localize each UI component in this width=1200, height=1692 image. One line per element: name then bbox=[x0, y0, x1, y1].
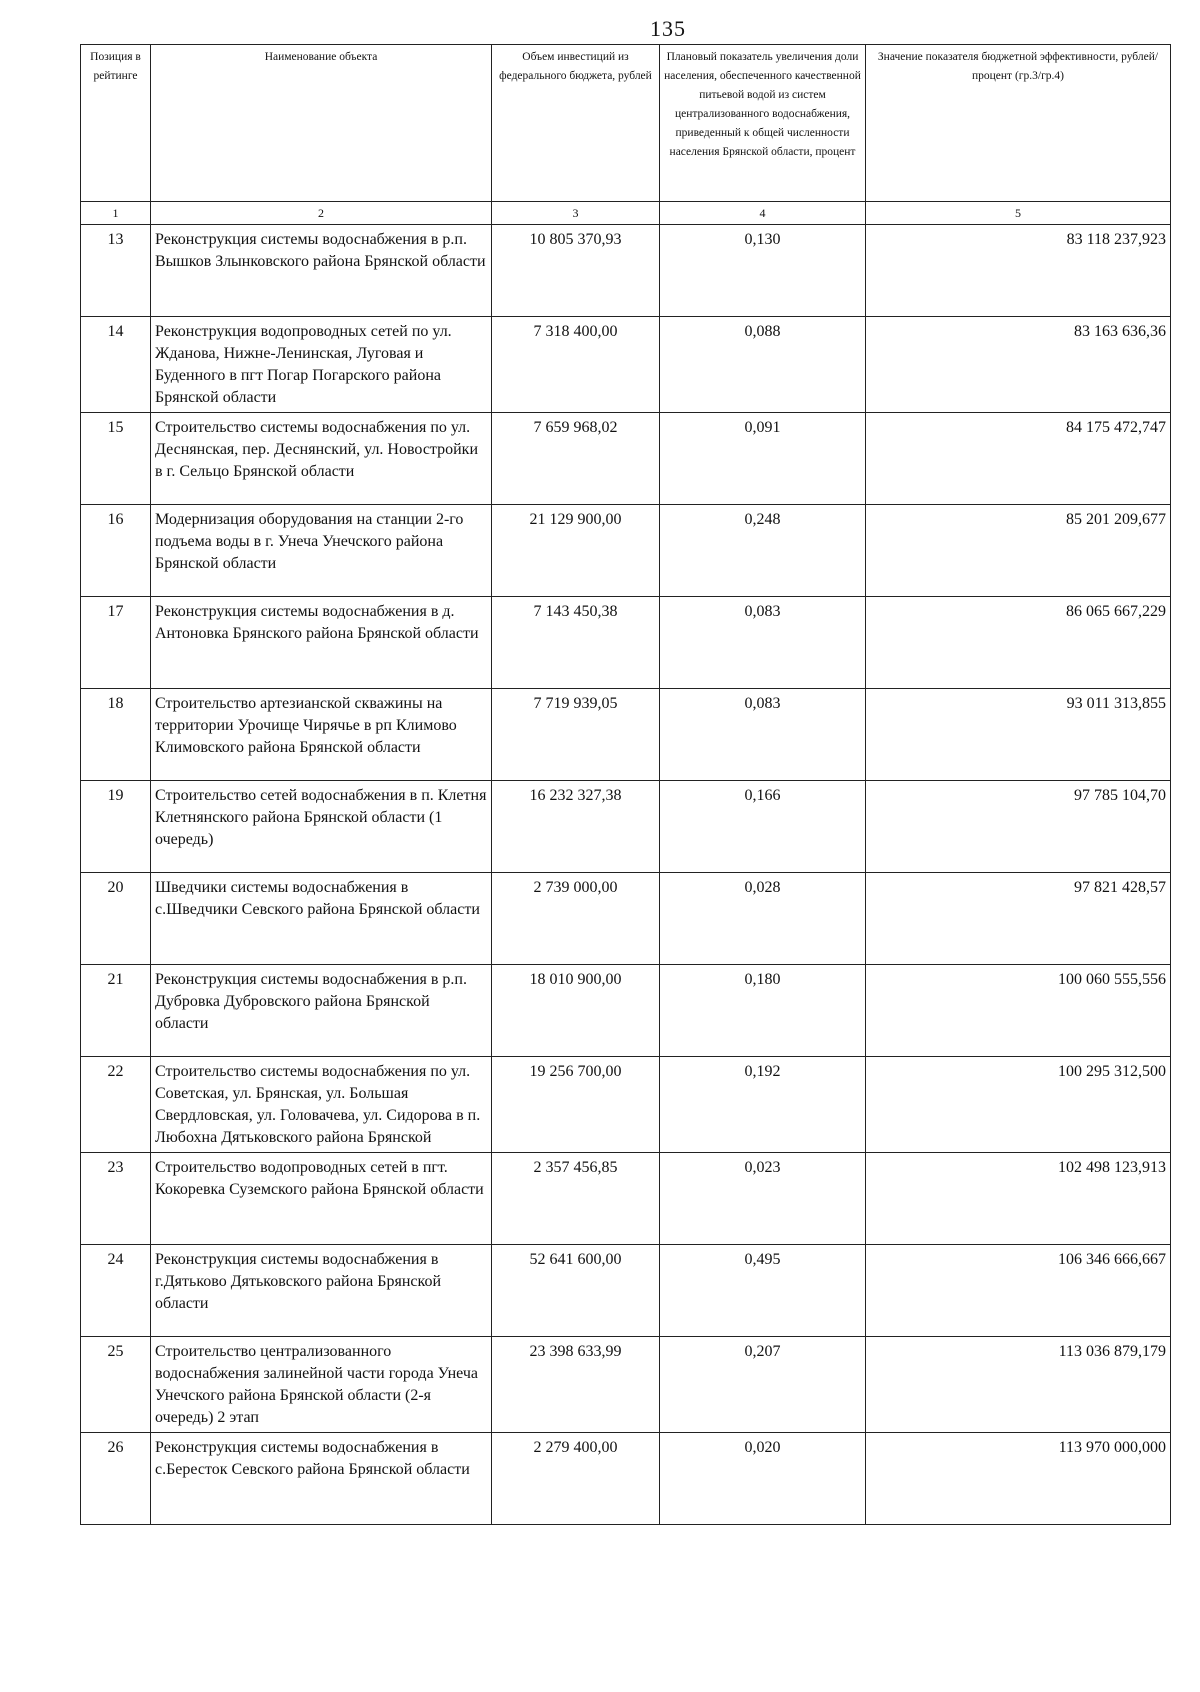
row-object-name: Реконструкция водопроводных сетей по ул. Жданова, Нижне-Ленинская, Луговая и Буденного в пгт Погар Погарского района Брянской области bbox=[151, 317, 492, 413]
row-investment: 19 256 700,00 bbox=[492, 1057, 660, 1153]
column-number: 1 bbox=[81, 202, 151, 225]
row-efficiency: 113 970 000,000 bbox=[866, 1433, 1171, 1525]
row-efficiency: 97 785 104,70 bbox=[866, 781, 1171, 873]
row-position: 23 bbox=[81, 1153, 151, 1245]
row-indicator: 0,083 bbox=[660, 597, 866, 689]
row-investment: 2 279 400,00 bbox=[492, 1433, 660, 1525]
column-number: 2 bbox=[151, 202, 492, 225]
row-indicator: 0,083 bbox=[660, 689, 866, 781]
row-position: 20 bbox=[81, 873, 151, 965]
row-object-name: Шведчики системы водоснабжения в с.Шведчики Севского района Брянской области bbox=[151, 873, 492, 965]
row-efficiency: 113 036 879,179 bbox=[866, 1337, 1171, 1433]
row-object-name: Реконструкция системы водоснабжения в р.п. Вышков Злынковского района Брянской области bbox=[151, 225, 492, 317]
row-object-name: Строительство системы водоснабжения по ул. Советская, ул. Брянская, ул. Большая Свердловская, ул. Головачева, ул. Сидорова в п. Любохна Дятьковского района Брянской bbox=[151, 1057, 492, 1153]
row-investment: 2 357 456,85 bbox=[492, 1153, 660, 1245]
table-row bbox=[81, 1433, 1171, 1525]
row-investment: 16 232 327,38 bbox=[492, 781, 660, 873]
row-efficiency: 83 118 237,923 bbox=[866, 225, 1171, 317]
row-position: 14 bbox=[81, 317, 151, 413]
row-object-name: Строительство сетей водоснабжения в п. Клетня Клетнянского района Брянской области (1 очередь) bbox=[151, 781, 492, 873]
row-efficiency: 83 163 636,36 bbox=[866, 317, 1171, 413]
row-indicator: 0,023 bbox=[660, 1153, 866, 1245]
row-indicator: 0,088 bbox=[660, 317, 866, 413]
row-efficiency: 86 065 667,229 bbox=[866, 597, 1171, 689]
row-investment: 23 398 633,99 bbox=[492, 1337, 660, 1433]
table-row bbox=[81, 225, 1171, 317]
row-object-name: Реконструкция системы водоснабжения в д. Антоновка Брянского района Брянской области bbox=[151, 597, 492, 689]
row-position: 24 bbox=[81, 1245, 151, 1337]
row-object-name: Строительство централизованного водоснабжения залинейной части города Унеча Унечского района Брянской области (2-я очередь) 2 этап bbox=[151, 1337, 492, 1433]
row-object-name: Строительство водопроводных сетей в пгт. Кокоревка Суземского района Брянской области bbox=[151, 1153, 492, 1245]
table-row bbox=[81, 1337, 1171, 1433]
table-row bbox=[81, 317, 1171, 413]
row-efficiency: 106 346 666,667 bbox=[866, 1245, 1171, 1337]
column-number: 5 bbox=[866, 202, 1171, 225]
header-indicator: Плановый показатель увеличения доли населения, обеспеченного качественной питьевой водой из систем централизованного водоснабжения, приведенный к общей численности населения Брянской области, процент bbox=[660, 45, 866, 202]
row-indicator: 0,020 bbox=[660, 1433, 866, 1525]
table-row bbox=[81, 1245, 1171, 1337]
row-position: 21 bbox=[81, 965, 151, 1057]
row-indicator: 0,192 bbox=[660, 1057, 866, 1153]
header-efficiency: Значение показателя бюджетной эффективности, рублей/процент (гр.3/гр.4) bbox=[866, 45, 1171, 202]
row-position: 25 bbox=[81, 1337, 151, 1433]
row-investment: 7 143 450,38 bbox=[492, 597, 660, 689]
rating-table bbox=[80, 44, 1171, 1525]
row-object-name: Строительство системы водоснабжения по ул. Деснянская, пер. Деснянский, ул. Новостройки в г. Сельцо Брянской области bbox=[151, 413, 492, 505]
row-investment: 7 659 968,02 bbox=[492, 413, 660, 505]
row-efficiency: 85 201 209,677 bbox=[866, 505, 1171, 597]
header-row bbox=[81, 45, 1171, 202]
row-efficiency: 97 821 428,57 bbox=[866, 873, 1171, 965]
row-indicator: 0,495 bbox=[660, 1245, 866, 1337]
row-investment: 10 805 370,93 bbox=[492, 225, 660, 317]
row-position: 17 bbox=[81, 597, 151, 689]
row-object-name: Строительство артезианской скважины на территории Урочище Чирячье в рп Климово Климовского района Брянской области bbox=[151, 689, 492, 781]
row-object-name: Реконструкция системы водоснабжения в г.Дятьково Дятьковского района Брянской области bbox=[151, 1245, 492, 1337]
row-position: 26 bbox=[81, 1433, 151, 1525]
row-efficiency: 93 011 313,855 bbox=[866, 689, 1171, 781]
row-position: 18 bbox=[81, 689, 151, 781]
column-number: 4 bbox=[660, 202, 866, 225]
table-row bbox=[81, 597, 1171, 689]
row-investment: 52 641 600,00 bbox=[492, 1245, 660, 1337]
row-position: 19 bbox=[81, 781, 151, 873]
row-investment: 21 129 900,00 bbox=[492, 505, 660, 597]
row-indicator: 0,207 bbox=[660, 1337, 866, 1433]
table-row bbox=[81, 1153, 1171, 1245]
row-object-name: Реконструкция системы водоснабжения в р.п. Дубровка Дубровского района Брянской области bbox=[151, 965, 492, 1057]
table-row bbox=[81, 689, 1171, 781]
table-row bbox=[81, 413, 1171, 505]
row-indicator: 0,130 bbox=[660, 225, 866, 317]
row-indicator: 0,248 bbox=[660, 505, 866, 597]
column-number: 3 bbox=[492, 202, 660, 225]
table-row bbox=[81, 873, 1171, 965]
table-row bbox=[81, 505, 1171, 597]
row-object-name: Модернизация оборудования на станции 2-го подъема воды в г. Унеча Унечского района Брянской области bbox=[151, 505, 492, 597]
row-efficiency: 100 060 555,556 bbox=[866, 965, 1171, 1057]
row-investment: 2 739 000,00 bbox=[492, 873, 660, 965]
row-position: 15 bbox=[81, 413, 151, 505]
row-indicator: 0,028 bbox=[660, 873, 866, 965]
table-row bbox=[81, 965, 1171, 1057]
row-investment: 18 010 900,00 bbox=[492, 965, 660, 1057]
row-position: 16 bbox=[81, 505, 151, 597]
table-row bbox=[81, 1057, 1171, 1153]
row-efficiency: 102 498 123,913 bbox=[866, 1153, 1171, 1245]
row-indicator: 0,180 bbox=[660, 965, 866, 1057]
row-efficiency: 84 175 472,747 bbox=[866, 413, 1171, 505]
row-indicator: 0,166 bbox=[660, 781, 866, 873]
row-efficiency: 100 295 312,500 bbox=[866, 1057, 1171, 1153]
row-indicator: 0,091 bbox=[660, 413, 866, 505]
header-investment: Объем инвестиций из федерального бюджета, рублей bbox=[492, 45, 660, 202]
column-number-row bbox=[81, 202, 1171, 225]
page-number: 135 bbox=[650, 16, 686, 41]
row-object-name: Реконструкция системы водоснабжения в с.Бересток Севского района Брянской области bbox=[151, 1433, 492, 1525]
table-row bbox=[81, 781, 1171, 873]
row-position: 13 bbox=[81, 225, 151, 317]
row-investment: 7 719 939,05 bbox=[492, 689, 660, 781]
header-position: Позиция в рейтинге bbox=[81, 45, 151, 202]
header-object-name: Наименование объекта bbox=[151, 45, 492, 202]
row-position: 22 bbox=[81, 1057, 151, 1153]
row-investment: 7 318 400,00 bbox=[492, 317, 660, 413]
